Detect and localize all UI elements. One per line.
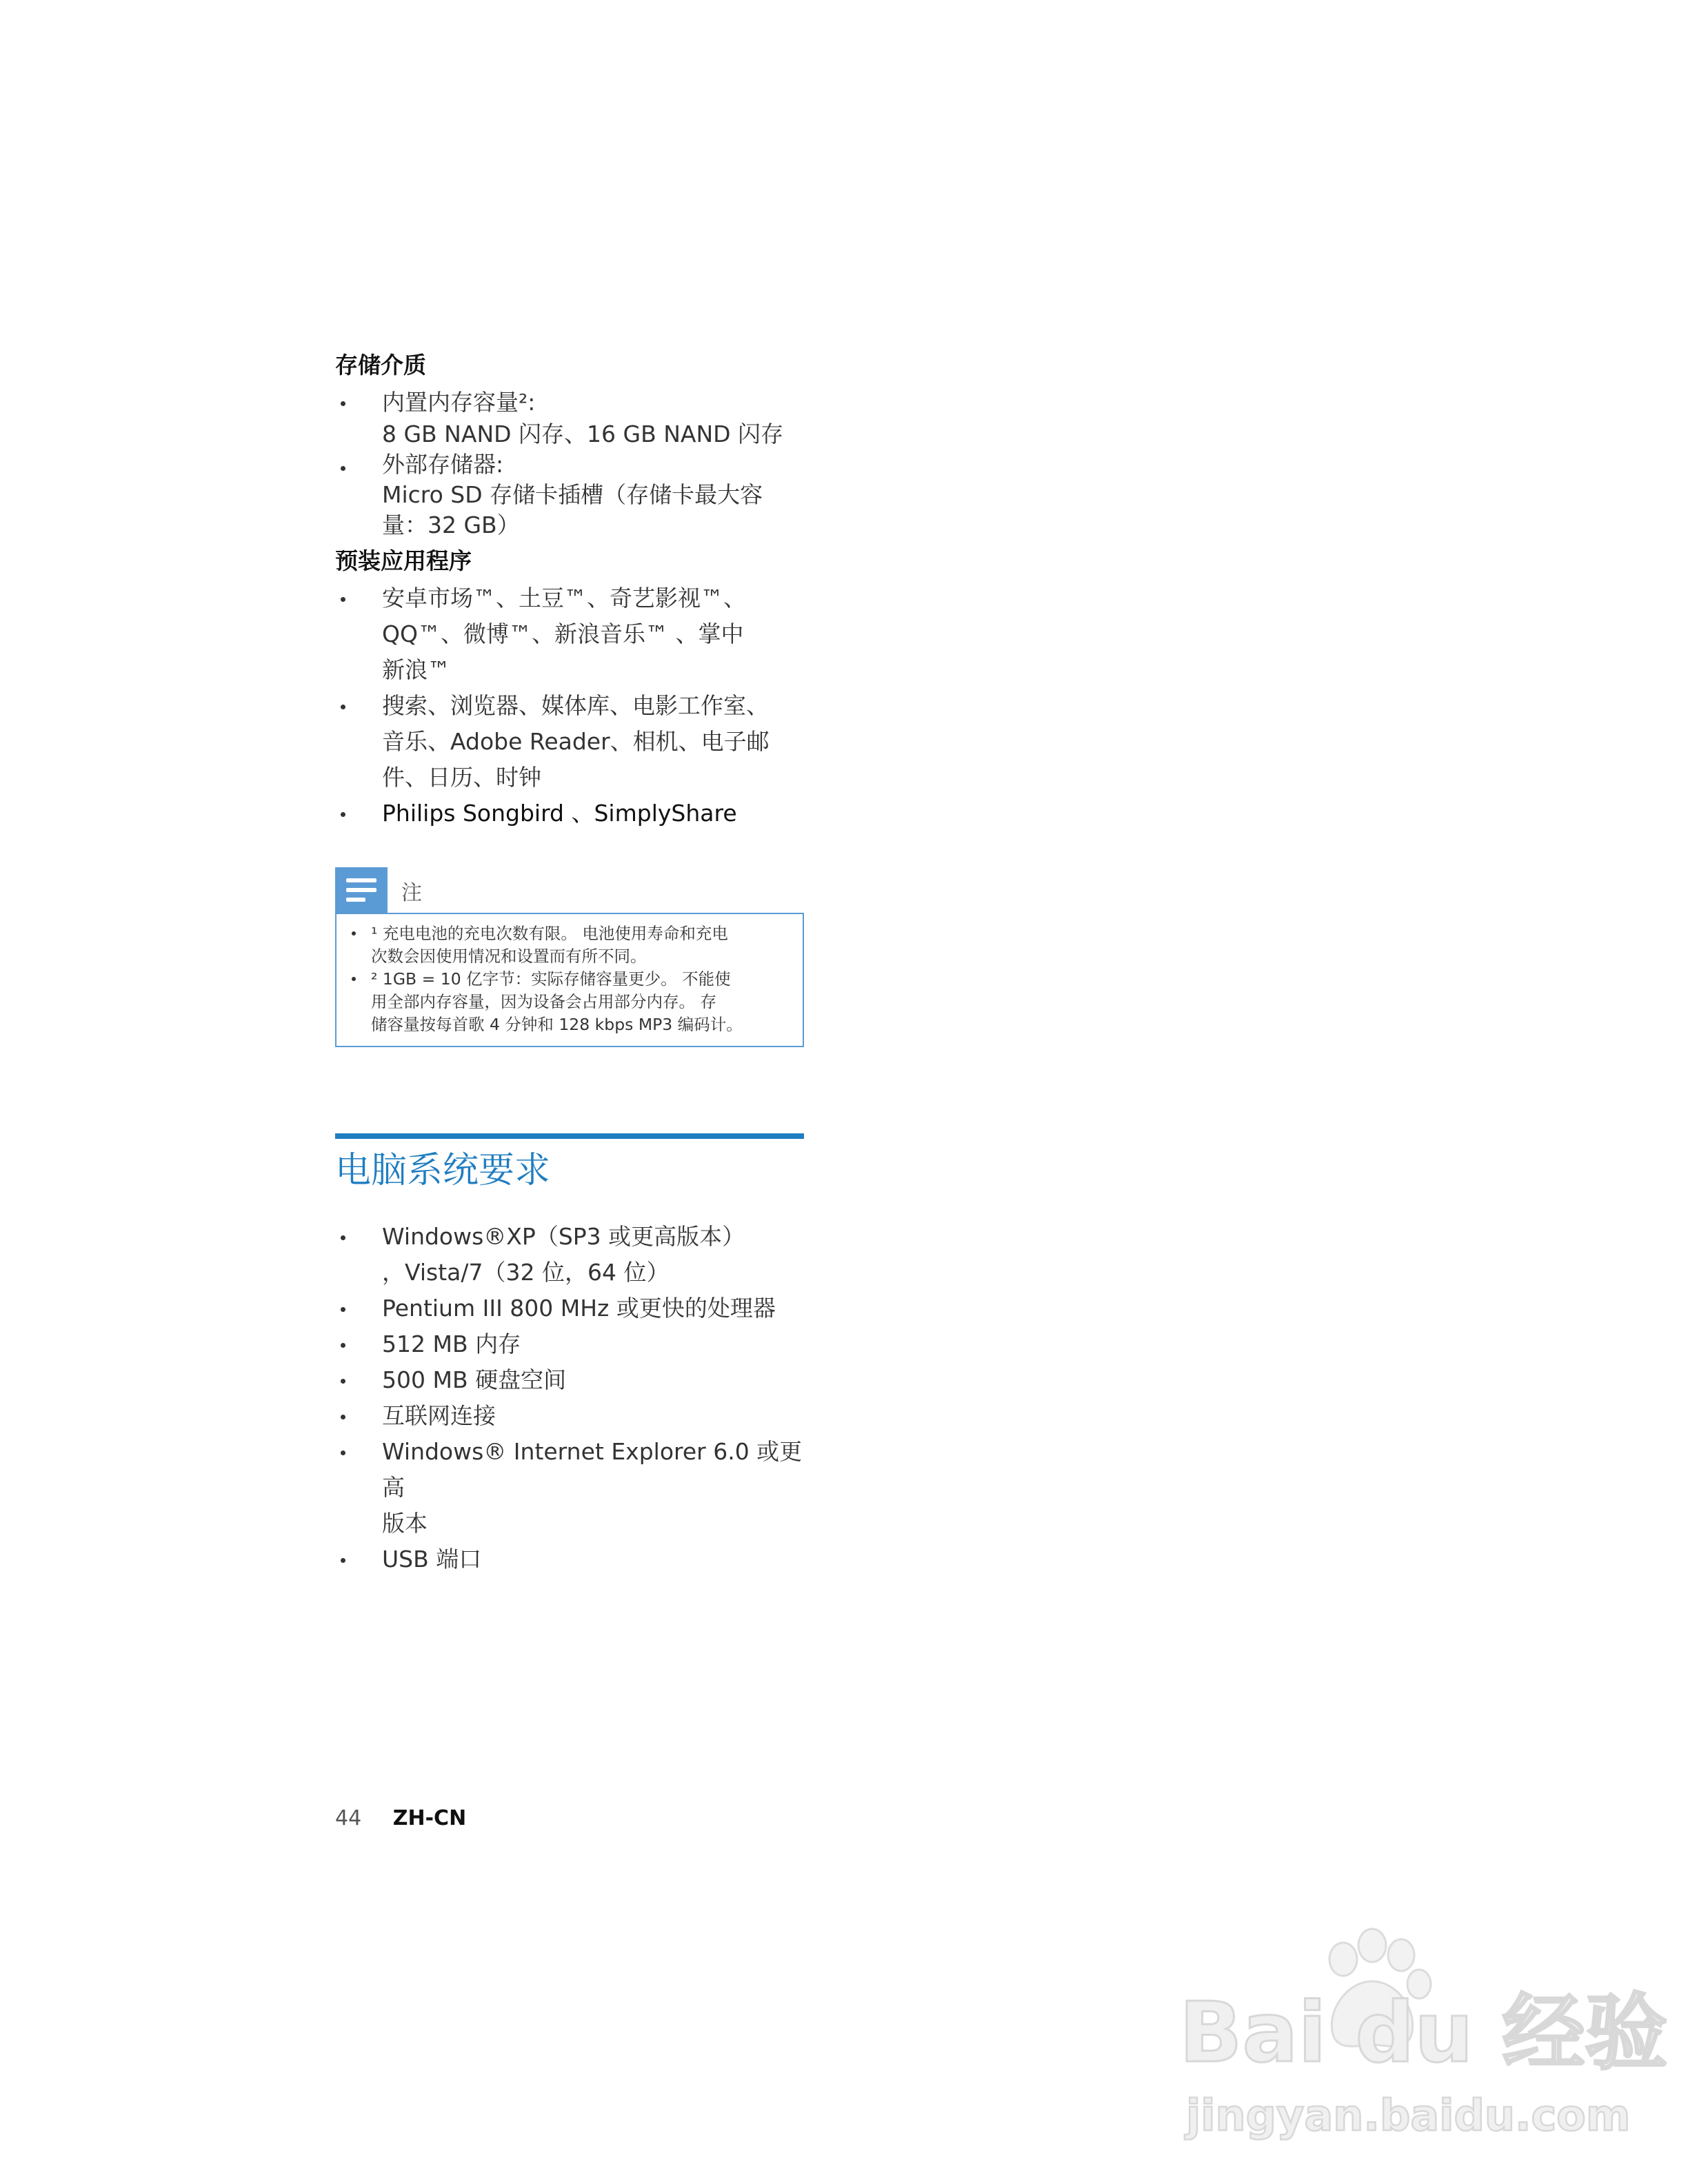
section-rule [335,1133,804,1139]
baidu-watermark [1165,1910,1668,2158]
page-footer [335,1806,466,1830]
apps-section [335,546,804,831]
list-item [335,1291,804,1326]
list-item [335,1434,804,1541]
list-item-line: ¹ 充电电池的充电次数有限。 电池使用寿命和充电 [371,924,728,943]
note-icon [335,867,388,913]
list-item-line: Micro SD 存储卡插槽（存储卡最大容 [382,481,763,508]
list-item [335,1326,804,1362]
list-item-line: 用全部内存容量，因为设备会占用部分内存。 存 [371,992,716,1011]
note-label: 注 [401,881,422,905]
list-item-line: ，Vista/7（32 位，64 位） [382,1259,670,1286]
language-code: ZH-CN [392,1806,467,1830]
list-item-line: 8 GB NAND 闪存、16 GB NAND 闪存 [382,421,784,447]
list-item [335,1362,804,1398]
list-item [335,580,804,688]
note-body [335,913,804,1047]
baidu-paw-logo-icon [1165,1910,1668,2158]
list-item-line: 音乐、Adobe Reader、相机、电子邮 [382,728,770,755]
note-box [335,867,804,1047]
list-item [335,385,804,448]
list-item-line: 500 MB 硬盘空间 [382,1366,567,1393]
list-item [335,449,804,540]
list-item [335,796,804,831]
list-item-line: 件、日历、时钟 [382,764,541,791]
list-item-line: 外部存储器: [382,451,504,478]
storage-section [335,350,804,540]
note-header [335,867,804,914]
list-item-line: ² 1GB = 10 亿字节：实际存储容量更少。 不能使 [371,969,731,989]
list-item-line: 量：32 GB） [382,512,520,538]
list-item [350,922,792,968]
pc-requirements-list [335,1219,804,1577]
list-item-line: Philips Songbird 、SimplyShare [382,800,737,827]
list-item-line: 安卓市场™、土豆™、奇艺影视™、 [382,585,746,611]
list-item [335,1541,804,1577]
list-item [335,1219,804,1291]
list-item-line: Windows®XP（SP3 或更高版本） [382,1223,745,1250]
list-item-line: 搜索、浏览器、媒体库、电影工作室、 [382,692,769,719]
list-item-line: 次数会因使用情况和设置而有所不同。 [371,947,647,966]
list-item-line: QQ™、微博™、新浪音乐™ 、掌中 [382,620,744,647]
list-item-line: 512 MB 内存 [382,1331,521,1357]
apps-list [335,580,804,831]
list-item-line: Windows® Internet Explorer 6.0 或更高 [382,1438,803,1501]
list-item-line: 储容量按每首歌 4 分钟和 128 kbps MP3 编码计。 [371,1015,743,1034]
list-item-line: 新浪™ [382,656,450,683]
list-item [335,688,804,796]
storage-list [335,385,804,540]
list-item [335,1398,804,1434]
list-item [350,968,792,1036]
storage-heading: 存储介质 [335,352,426,378]
list-item-line: Pentium III 800 MHz 或更快的处理器 [382,1295,776,1322]
watermark-brand: Bai du 经验 [1179,1985,1668,2081]
list-item-line: USB 端口 [382,1546,482,1573]
list-item-line: 内置内存容量²: [382,389,536,416]
note-list [350,922,792,1036]
pc-requirements-section [335,1133,804,1577]
watermark-url: jingyan.baidu.com [1186,2090,1631,2141]
section-title: 电脑系统要求 [335,1150,551,1191]
page-number: 44 [335,1806,362,1830]
apps-heading: 预装应用程序 [335,547,472,574]
list-item-line: 版本 [382,1510,428,1537]
list-item-line: 互联网连接 [382,1402,496,1429]
